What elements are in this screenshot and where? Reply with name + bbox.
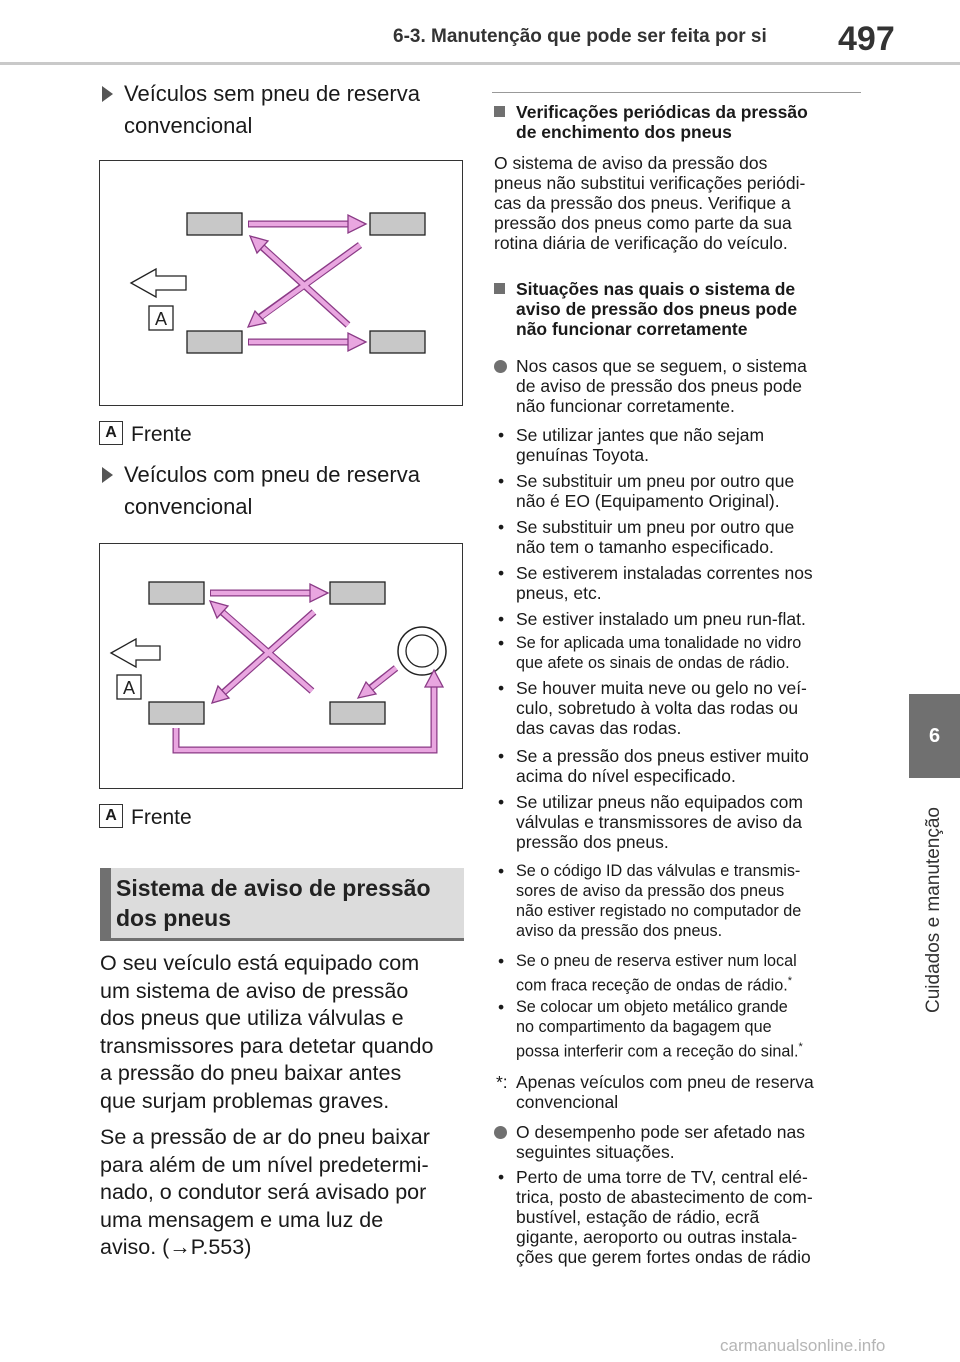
tire-front-left (149, 582, 204, 604)
bullet-dot: • (498, 997, 505, 1017)
paragraph-line: uma mensagem e uma luz de (100, 1207, 384, 1232)
list-item-line: Se substituir um pneu por outro que (516, 517, 795, 537)
watermark: carmanualsonline.info (720, 1336, 886, 1355)
spare-tire-inner (406, 635, 438, 667)
paragraph-line: nado, o condutor será avisado por (100, 1180, 427, 1204)
list-item-line: pressão dos pneus. (516, 832, 669, 852)
list-item-line: acima do nível especificado. (516, 766, 736, 786)
front-marker-label: A (154, 309, 168, 329)
section-title-line: dos pneus (116, 905, 232, 931)
paragraph-line: O sistema de aviso da pressão dos (494, 153, 768, 173)
chapter-tab[interactable]: 6 (909, 694, 960, 778)
rotation-diagram-svg (100, 544, 462, 788)
list-item-line: culo, sobretudo à volta das rodas ou (516, 698, 799, 718)
chapter-label (907, 790, 960, 1030)
list-item-line: Se o código ID das válvulas e transmis- (516, 862, 801, 880)
footnote-line: convencional (516, 1092, 619, 1112)
header-rule (0, 62, 960, 65)
footnote-mark: *: (496, 1072, 508, 1092)
heading-line: de enchimento dos pneus (516, 122, 732, 142)
paragraph-line: Nos casos que se seguem, o sistema (516, 356, 807, 376)
paragraph-line: O desempenho pode ser afetado nas (516, 1122, 805, 1142)
front-marker-label: A (122, 678, 136, 698)
paragraph-line: seguintes situações. (516, 1142, 675, 1162)
paragraph-line: não funcionar corretamente. (516, 396, 735, 416)
footnote-asterisk: * (798, 1041, 803, 1053)
list-item-line: aviso da pressão dos pneus. (516, 922, 723, 940)
square-bullet-icon (494, 106, 505, 117)
caption-front: Frente (131, 806, 192, 829)
header-title: 6-3. Manutenção que pode ser feita por si (393, 26, 767, 47)
subheading-line: Veículos com pneu de reserva (124, 462, 420, 487)
rotation-diagram-svg (100, 161, 462, 405)
list-item-line: não é EO (Equipamento Original). (516, 491, 780, 511)
list-item-line: genuínas Toyota. (516, 445, 649, 465)
paragraph-performance-intro (516, 1122, 805, 1162)
paragraph-line: dos pneus que utiliza válvulas e (100, 1006, 404, 1030)
list-item-line: que afete os sinais de ondas de rádio. (516, 654, 790, 672)
list-item-line: Se o pneu de reserva estiver num local (516, 952, 797, 970)
tire-rear-left (187, 331, 242, 353)
bullet-dot: • (498, 517, 505, 537)
paragraph-line: O seu veículo está equipado com (100, 951, 420, 975)
list-item-line: Se utilizar jantes que não sejam (516, 425, 765, 445)
chapter-label-text: Cuidados e manutenção (923, 807, 944, 1013)
tire-rear-left (149, 702, 204, 724)
circle-bullet-icon (494, 1126, 507, 1139)
subheading-line: Veículos sem pneu de reserva (124, 81, 420, 106)
heading-periodic-checks (516, 102, 808, 142)
subheading-with-spare (124, 459, 420, 523)
paragraph-periodic-checks (494, 153, 805, 253)
paragraph-line: pneus não substitui verificações periódi- (494, 173, 806, 193)
square-bullet-icon (494, 283, 505, 294)
list-item-line: ções que gerem fortes ondas de rádio (516, 1247, 811, 1267)
section-title (116, 873, 431, 933)
subheading-line: convencional (124, 494, 253, 519)
list-item-line: possa interferir com a receção do sinal. (516, 1042, 799, 1061)
footnote-asterisk: * (787, 975, 793, 987)
front-direction-arrow-icon (131, 269, 186, 297)
page-number: 497 (838, 20, 895, 58)
heading-line: não funcionar corretamente (516, 319, 748, 339)
bullet-dot: • (498, 563, 505, 583)
tire-rotation-diagram-with-spare (99, 543, 463, 789)
heading-line: aviso de pressão dos pneus pode (516, 299, 798, 319)
paragraph-line: transmissores para detetar quando (100, 1033, 434, 1058)
tire-front-right (370, 213, 425, 235)
list-item-line: não tem o tamanho especificado. (516, 537, 774, 557)
list-item-line: Se estiver instalado um pneu run-flat. (516, 609, 806, 629)
paragraph-line: para além de um nível predetermi- (100, 1152, 429, 1177)
paragraph-cases-intro (516, 356, 807, 416)
section-heading (100, 868, 464, 940)
front-direction-arrow-icon (111, 639, 160, 667)
tire-front-left (187, 213, 242, 235)
caption-badge: A (99, 421, 123, 445)
footnote-line: Apenas veículos com pneu de reserva (516, 1072, 814, 1092)
list-item-line: Se houver muita neve ou gelo no veí- (516, 678, 807, 698)
section-rule (100, 938, 464, 941)
tire-rotation-diagram-no-spare (99, 160, 463, 406)
bullet-dot: • (498, 678, 505, 698)
paragraph-warning (100, 1124, 430, 1262)
paragraph-line: que surjam problemas graves. (100, 1088, 390, 1113)
subheading-no-spare (124, 78, 420, 142)
triangle-bullet-icon (102, 467, 113, 483)
tire-rear-right (330, 702, 385, 724)
list-item-line: Se a pressão dos pneus estiver muito (516, 746, 809, 766)
list-item-line: Se utilizar pneus não equipados com (516, 792, 803, 812)
heading-line: Situações nas quais o sistema de (516, 279, 796, 299)
paragraph-line: rotina diária de verificação do veículo. (494, 233, 788, 253)
list-item-line: gigante, aeroporto ou outras instala- (516, 1227, 798, 1247)
list-item-line: pneus, etc. (516, 583, 602, 603)
list-item-line: no compartimento da bagagem que (516, 1018, 772, 1036)
circle-bullet-icon (494, 360, 507, 373)
section-title-line: Sistema de aviso de pressão (116, 875, 431, 901)
bullet-dot: • (498, 633, 505, 653)
list-item-line: bustível, estação de rádio, ecrã (516, 1207, 760, 1227)
list-item-line: das cavas das rodas. (516, 718, 682, 738)
list-item-line: válvulas e transmissores de aviso da (516, 812, 802, 832)
paragraph-line: Se a pressão de ar do pneu baixar (100, 1125, 430, 1149)
tire-front-right (330, 582, 385, 604)
bullet-dot: • (498, 1167, 505, 1187)
bullet-dot: • (498, 951, 505, 971)
list-item-line: não estiver registado no computador de (516, 902, 802, 920)
list-item-line: trica, posto de abastecimento de com- (516, 1187, 813, 1207)
section-heading-bar (100, 868, 111, 940)
rotation-arrows (176, 593, 434, 750)
bullet-dot: • (498, 746, 505, 766)
list-item-line: Perto de uma torre de TV, central elé- (516, 1167, 808, 1187)
list-item-line: Se for aplicada uma tonalidade no vidro (516, 634, 802, 652)
paragraph-line: a pressão do pneu baixar antes (100, 1061, 402, 1085)
paragraph-line: cas da pressão dos pneus. Verifique a (494, 193, 791, 213)
paragraph-line: pressão dos pneus como parte da sua (494, 213, 792, 233)
paragraph-intro (100, 950, 433, 1115)
list-item-line: Se substituir um pneu por outro que (516, 471, 795, 491)
paragraph-line: de aviso de pressão dos pneus pode (516, 376, 803, 396)
paragraph-line: um sistema de aviso de pressão (100, 978, 409, 1003)
list-item-line: sores de aviso da pressão dos pneus (516, 882, 785, 900)
heading-line: Verificações periódicas da pressão (516, 102, 808, 122)
list-item-line: Se colocar um objeto metálico grande (516, 998, 788, 1016)
page-reference-link[interactable]: aviso. (→P.553) (100, 1235, 252, 1259)
list-item-line: Se estiverem instaladas correntes nos (516, 563, 813, 583)
bullet-dot: • (498, 471, 505, 491)
page-header (0, 0, 960, 64)
subheading-line: convencional (124, 113, 253, 138)
list-item-line: com fraca receção de ondas de rádio. (516, 976, 788, 995)
bullet-dot: • (498, 609, 505, 629)
bullet-dot: • (498, 792, 505, 812)
column-rule (492, 92, 861, 93)
bullet-dot: • (498, 861, 505, 881)
tire-rear-right (370, 331, 425, 353)
triangle-bullet-icon (102, 86, 113, 102)
heading-malfunction-situations (516, 279, 797, 339)
bullet-dot: • (498, 425, 505, 445)
caption-front: Frente (131, 423, 192, 446)
caption-badge: A (99, 804, 123, 828)
